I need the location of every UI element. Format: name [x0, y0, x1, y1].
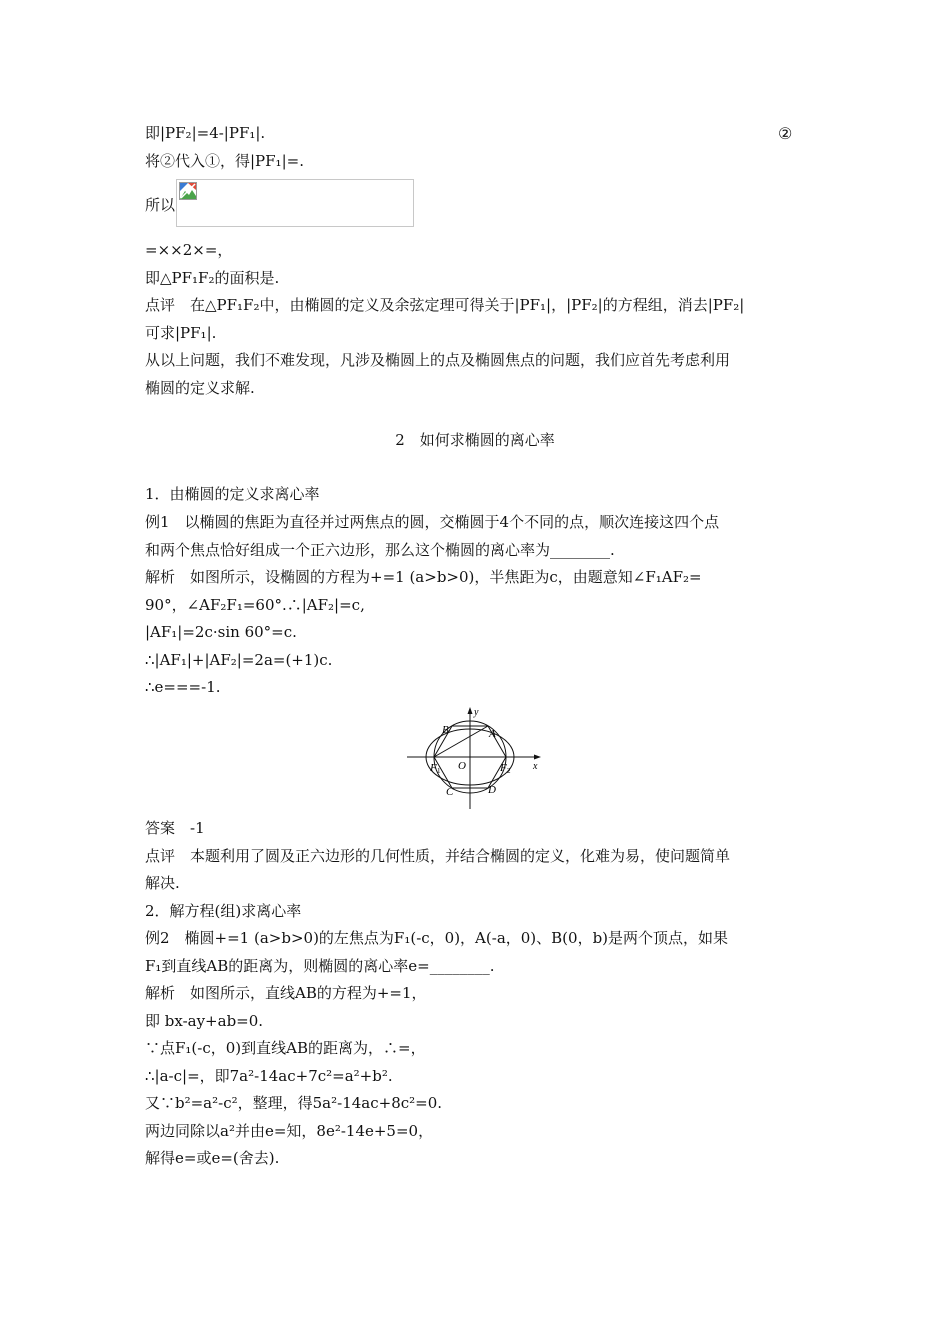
text-line: 两边同除以a²并由e=知，8e²-14e+5=0，: [145, 1122, 434, 1140]
label-f2: F: [500, 762, 507, 774]
text-line: 答案 -1: [145, 819, 205, 837]
text-line: 可求|PF₁|.: [145, 324, 217, 342]
text-line: =××2×=，: [145, 241, 233, 259]
text-line: 椭圆的定义求解.: [145, 379, 255, 397]
text-line: 即|PF₂|=4-|PF₁|.: [145, 124, 266, 142]
text-line: F₁到直线AB的距离为，则椭圆的离心率e=________.: [145, 957, 495, 975]
broken-image-icon: [179, 182, 197, 200]
text-line: 将②代入①，得|PF₁|=.: [145, 152, 304, 170]
label-c: C: [446, 786, 454, 798]
subsection-heading: 1．由椭圆的定义求离心率: [145, 485, 320, 503]
label-f1: F: [430, 762, 437, 774]
text-line: 从以上问题，我们不难发现，凡涉及椭圆上的点及椭圆焦点的问题，我们应首先考虑利用: [145, 351, 731, 369]
text-line: 解析 如图所示，直线AB的方程为+=1，: [145, 984, 427, 1002]
label-d: D: [488, 784, 496, 796]
text-line: 90°，∠AF₂F₁=60°.∴|AF₂|=c,: [145, 596, 365, 614]
label-f1-sub: 1: [437, 767, 441, 775]
text-line: 所以: [145, 196, 176, 214]
missing-formula-image: [176, 179, 414, 227]
text-line: |AF₁|=2c·sin 60°=c.: [145, 623, 297, 641]
subsection-heading: 2．解方程(组)求离心率: [145, 902, 302, 920]
text-line: ∵点F₁(-c，0)到直线AB的距离为，∴=，: [145, 1039, 426, 1057]
label-b: B: [442, 724, 449, 736]
text-line: ∴|AF₁|+|AF₂|=2a=(+1)c.: [145, 651, 333, 669]
text-line: 解得e=或e=(舍去).: [145, 1149, 280, 1167]
equation-number: ②: [778, 124, 793, 143]
text-line: 例2 椭圆+=1 (a>b>0)的左焦点为F₁(-c，0)，A(-a，0)、B(0，b)是两个顶点，如果: [145, 929, 729, 947]
section-title: 2 如何求椭圆的离心率: [395, 431, 555, 449]
text-line: 例1 以椭圆的焦距为直径并过两焦点的圆，交椭圆于4个不同的点，顺次连接这四个点: [145, 513, 720, 531]
text-line: ∴|a-c|=，即7a²-14ac+7c²=a²+b².: [145, 1067, 393, 1085]
text-line: 解析 如图所示，设椭圆的方程为+=1 (a>b>0)，半焦距为c，由题意知∠F₁AF₂=: [145, 568, 702, 586]
label-a: A: [489, 728, 496, 740]
label-y: y: [474, 707, 479, 718]
x-axis-arrow: [534, 755, 541, 760]
text-line: 解决.: [145, 874, 180, 892]
text-line: 点评 在△PF₁F₂中，由椭圆的定义及余弦定理可得关于|PF₁|，|PF₂|的方程组，消去|PF₂|: [145, 296, 745, 314]
ellipse-hexagon-figure: [405, 705, 545, 810]
text-line: 点评 本题利用了圆及正六边形的几何性质，并结合椭圆的定义，化难为易，使问题简单: [145, 847, 731, 865]
text-line: ∴e===-1.: [145, 678, 221, 696]
text-line: 即 bx-ay+ab=0.: [145, 1012, 264, 1030]
text-line: 又∵b²=a²-c²，整理，得5a²-14ac+8c²=0.: [145, 1094, 443, 1112]
text-line: 和两个焦点恰好组成一个正六边形，那么这个椭圆的离心率为________.: [145, 541, 615, 559]
y-axis-arrow: [468, 707, 473, 714]
label-x: x: [533, 761, 538, 772]
label-f2-sub: 2: [507, 767, 511, 775]
text-line: 即△PF₁F₂的面积是.: [145, 269, 280, 287]
label-o: O: [458, 760, 466, 772]
